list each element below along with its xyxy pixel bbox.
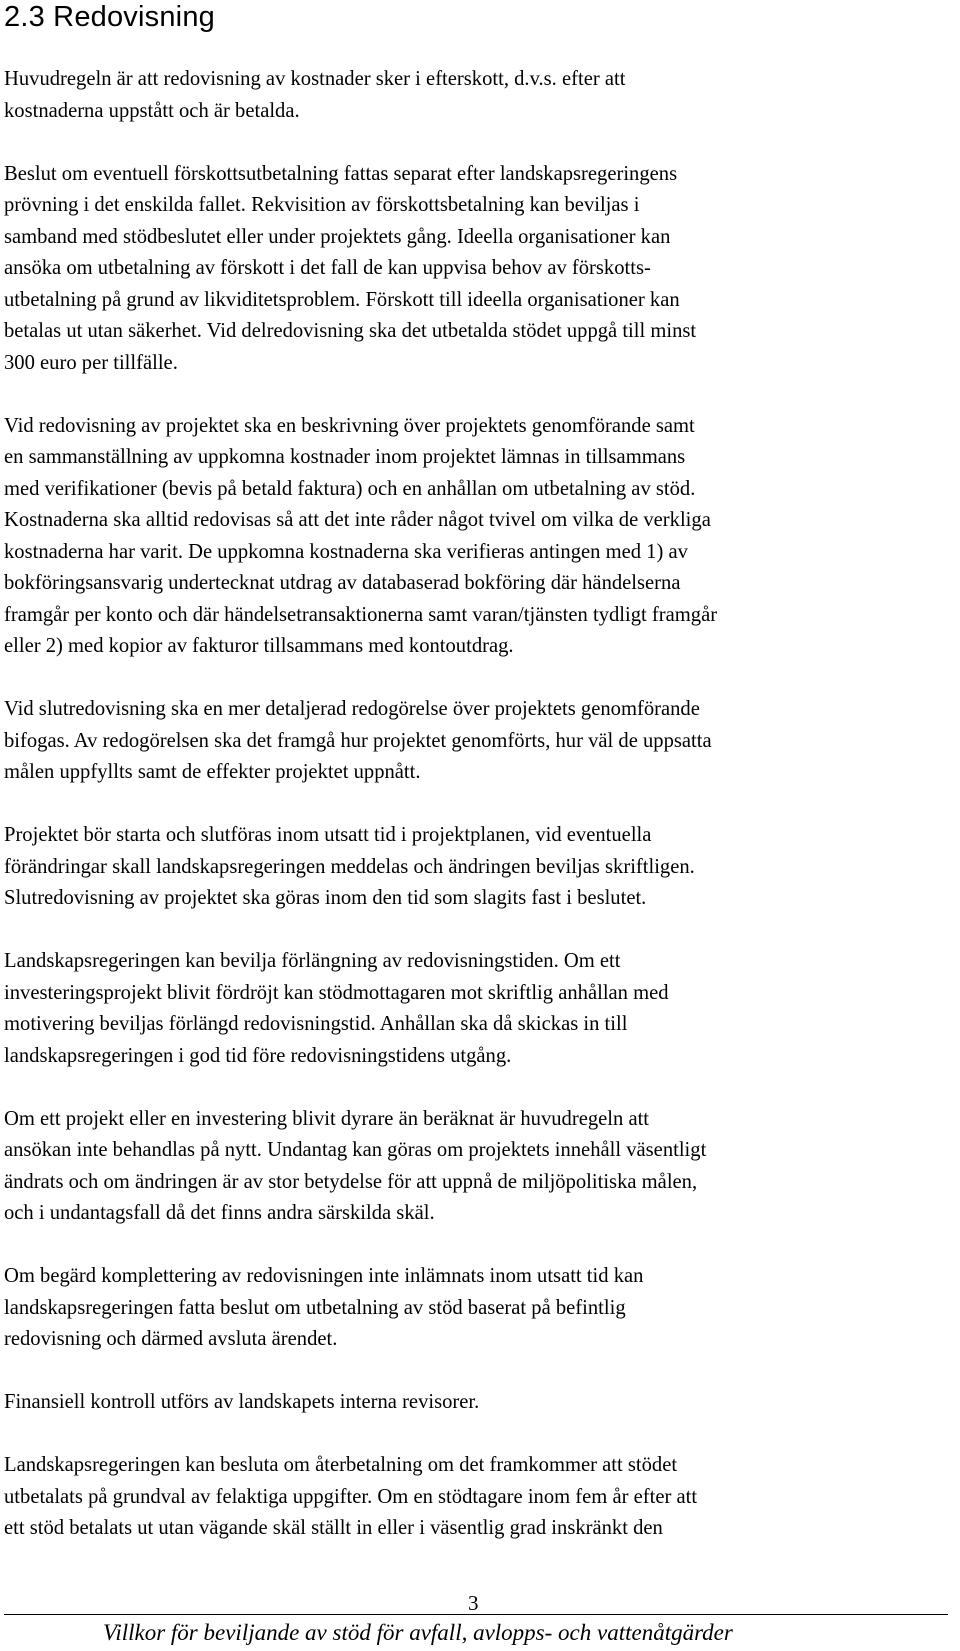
paragraph-final-report: Vid slutredovisning ska en mer detaljerad redogörelse över projektets genomförande bifogas. Av redogörelsen ska det framgå hur projektet genomförts, hur väl de uppsatta målen uppfyllts samt de effekter projektet uppnått. xyxy=(4,698,712,783)
paragraph-advance-payment: Beslut om eventuell förskottsutbetalning fattas separat efter landskapsregeringens prövning i det enskilda fallet. Rekvisition av förskottsbetalning kan beviljas i samband med stödbeslutet eller under projektets gång. Ideella organisationer kan ansöka om utbetalning av förskott i det fall de kan uppvisa behov av förskotts- utbetalning på grund av likviditetsproblem. Förskott till ideella organisationer kan betalas ut utan säkerhet. Vid delredovisning ska det utbetalda stödet uppgå till minst 300 euro per tillfälle. xyxy=(4,162,697,374)
paragraph-project-schedule: Projektet bör starta och slutföras inom utsatt tid i projektplanen, vid eventuella förändringar skall landskapsregeringen meddelas och ändringen beviljas skriftligen. Slutredovisning av projektet ska göras inom den tid som slagits fast i beslutet. xyxy=(4,824,695,909)
page-number: 3 xyxy=(468,1591,479,1615)
paragraph-cost-overrun: Om ett projekt eller en investering blivit dyrare än beräknat är huvudregeln att ansökan inte behandlas på nytt. Undantag kan göras om projektets innehåll väsentligt ändrats och om ändringen är av stor betydelse för att uppnå de miljöpolitiska målen, och i undantagsfall då det finns andra särskilda skäl. xyxy=(4,1107,707,1224)
paragraph-main-rule: Huvudregeln är att redovisning av kostnader sker i efterskott, d.v.s. efter att kostnaderna uppstått och är betalda. xyxy=(4,68,626,122)
footer-divider xyxy=(4,1614,948,1615)
paragraph-extension: Landskapsregeringen kan bevilja förlängning av redovisningstiden. Om ett investeringsprojekt blivit fördröjt kan stödmottagaren mot skriftlig anhållan med motivering beviljas förlängd redovisningstid. Anhållan ska då skickas in till landskapsregeringen i god tid före redovisningstidens utgång. xyxy=(4,950,669,1067)
section-heading: 2.3 Redovisning xyxy=(4,1,215,33)
footer-title: Villkor för beviljande av stöd för avfall, avlopps- och vattenåtgärder xyxy=(103,1620,733,1645)
paragraph-financial-control: Finansiell kontroll utförs av landskapets interna revisorer. xyxy=(4,1391,480,1413)
paragraph-completion: Om begärd komplettering av redovisningen inte inlämnats inom utsatt tid kan landskapsregeringen fatta beslut om utbetalning av stöd baserat på befintlig redovisning och därmed avsluta ärendet. xyxy=(4,1265,644,1350)
body-text xyxy=(4,64,948,1545)
paragraph-repayment: Landskapsregeringen kan besluta om återbetalning om det framkommer att stödet utbetalats på grundval av felaktiga uppgifter. Om en stödtagare inom fem år efter att ett stöd betalats ut utan vägande skäl ställt in eller i väsentlig grad inskränkt den xyxy=(4,1454,698,1539)
paragraph-project-report: Vid redovisning av projektet ska en beskrivning över projektets genomförande samt en sammanställning av uppkomna kostnader inom projektet lämnas in tillsammans med verifikationer (bevis på betald faktura) och en anhållan om utbetalning av stöd. Kostnaderna ska alltid redovisas så att det inte råder något tvivel om vilka de verkliga kostnaderna har varit. De uppkomna kostnaderna ska verifieras antingen med 1) av bokföringsansvarig undertecknat utdrag av databaserad bokföring där händelserna framgår per konto och där händelsetransaktionerna samt varan/tjänsten tydligt framgår eller 2) med kopior av fakturor tillsammans med kontoutdrag. xyxy=(4,414,718,657)
